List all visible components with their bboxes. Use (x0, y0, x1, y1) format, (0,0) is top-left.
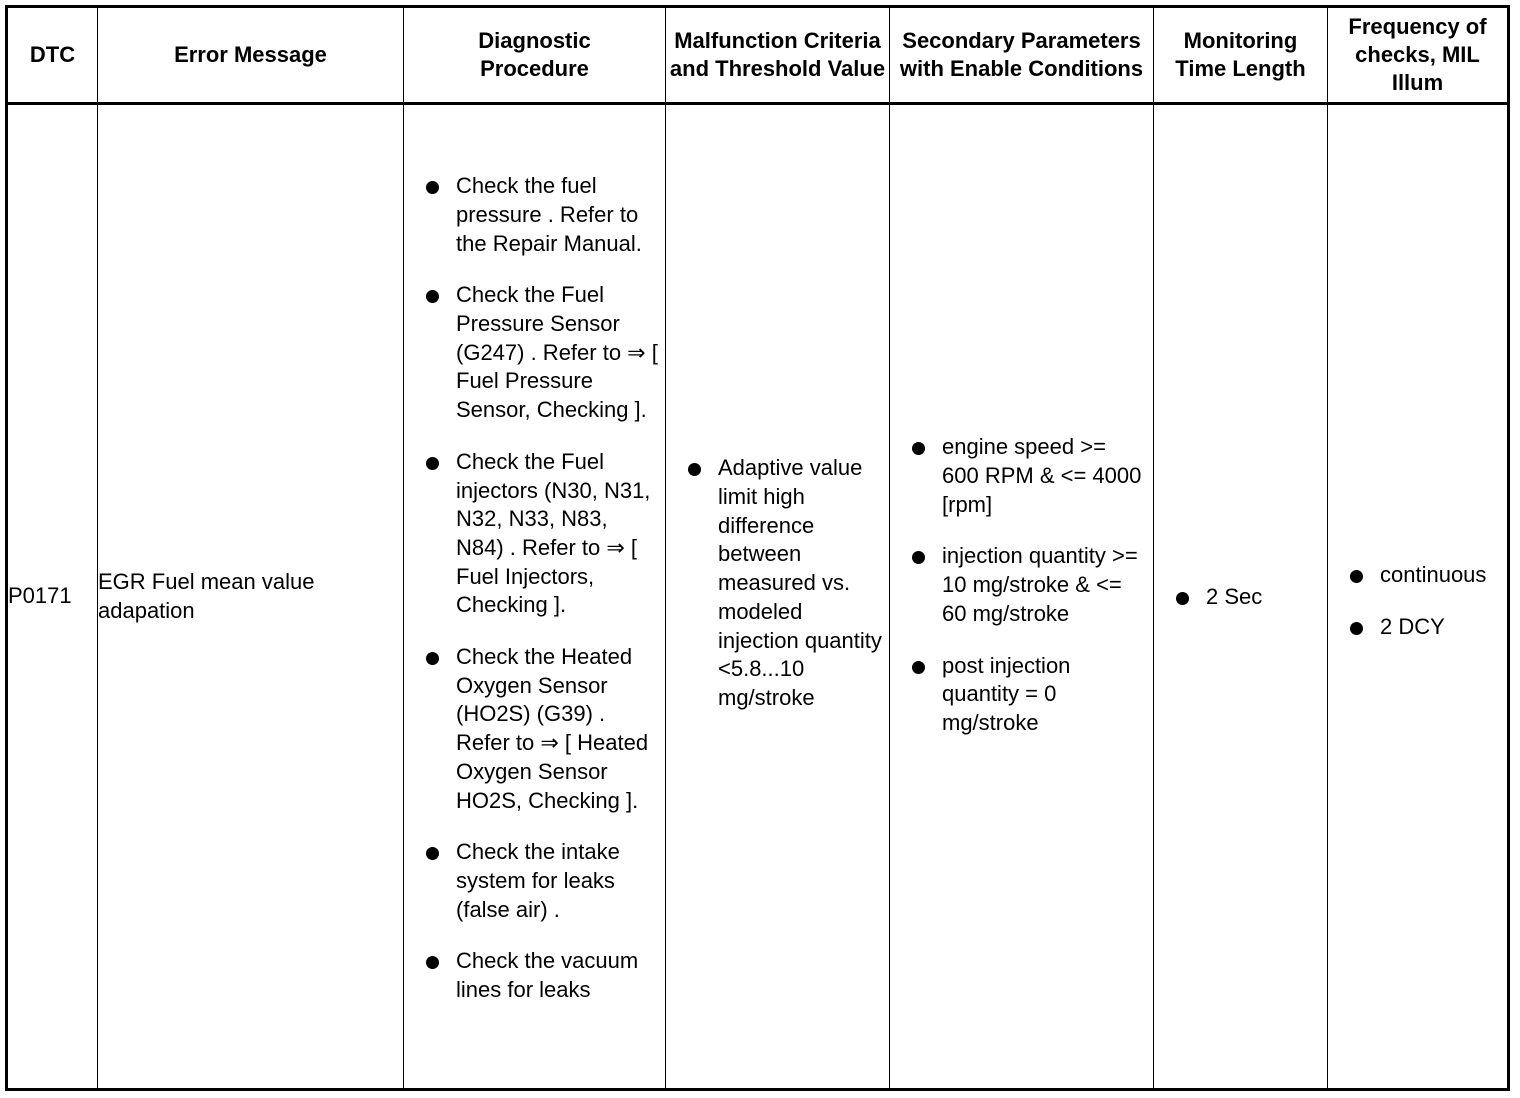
table-row (7, 104, 1509, 1090)
list-item-text: Check the Fuel Pressure Sensor (G247) . Refer to ⇒ [ Fuel Pressure Sensor, Checking ]. (456, 282, 658, 423)
bullet-icon (912, 661, 925, 674)
list-item (456, 838, 661, 924)
list-item-text: injection quantity >= 10 mg/stroke & <= 60 mg/stroke (942, 543, 1138, 626)
cell-monitoring-time (1154, 104, 1328, 1090)
list-item (1206, 583, 1321, 612)
bullet-icon (426, 181, 439, 194)
bullet-icon (426, 956, 439, 969)
list-item (456, 448, 661, 620)
cell-dtc-code: P0171 (7, 104, 98, 1090)
bullet-icon (426, 847, 439, 860)
header-monitoring-time: Monitoring Time Length (1154, 7, 1328, 104)
list-item (456, 947, 661, 1004)
list-item (456, 281, 661, 425)
cell-error-message: EGR Fuel mean value adapation (98, 104, 404, 1090)
bullet-icon (912, 442, 925, 455)
bullet-icon (912, 551, 925, 564)
list-item-text: engine speed >= 600 RPM & <= 4000 [rpm] (942, 434, 1142, 517)
bullet-icon (426, 652, 439, 665)
header-row (7, 7, 1509, 104)
list-item-text: 2 Sec (1206, 584, 1263, 610)
bullet-icon (1350, 570, 1363, 583)
list-item-text: 2 DCY (1380, 614, 1445, 639)
list-item-text: Check the vacuum lines for leaks (456, 948, 639, 1003)
list-item-text: continuous (1380, 562, 1487, 588)
header-malfunction-criteria: Malfunction Criteria and Threshold Value (666, 7, 890, 104)
bullet-icon (426, 457, 439, 470)
list-item-text: Check the intake system for leaks (false air) . (456, 839, 620, 922)
list-item (456, 172, 661, 258)
list-item (1380, 613, 1503, 642)
header-error-message: Error Message (98, 7, 404, 104)
header-frequency: Frequency of checks, MIL Illum (1328, 7, 1509, 104)
list-item-text: Check the fuel pressure . Refer to the Repair Manual. (456, 173, 642, 256)
header-diagnostic-procedure: Diagnostic Procedure (404, 7, 666, 104)
bullet-icon (688, 463, 701, 476)
list-item (456, 643, 661, 815)
frequency-list (1328, 561, 1507, 641)
list-item (942, 652, 1147, 738)
bullet-icon (1350, 622, 1363, 635)
list-item (942, 433, 1147, 519)
cell-diagnostic-procedure (404, 104, 666, 1090)
list-item (1380, 561, 1503, 590)
header-secondary-parameters: Secondary Parameters with Enable Conditions (890, 7, 1154, 104)
diagnostic-list (404, 165, 665, 1005)
list-item (942, 542, 1147, 628)
cell-malfunction-criteria (666, 104, 890, 1090)
cell-secondary-parameters (890, 104, 1154, 1090)
bullet-icon (426, 290, 439, 303)
bullet-icon (1176, 592, 1189, 605)
header-dtc: DTC (7, 7, 98, 104)
list-item-text: post injection quantity = 0 mg/stroke (942, 652, 1071, 735)
secondary-list (890, 433, 1153, 737)
list-item (718, 454, 883, 712)
criteria-list (666, 454, 889, 712)
cell-frequency (1328, 104, 1509, 1090)
list-item-text: Check the Heated Oxygen Sensor (HO2S) (G39) . Refer to ⇒ [ Heated Oxygen Sensor HO2S, Checking ]. (456, 644, 649, 813)
list-item-text: Adaptive value limit high difference between measured vs. modeled injection quantity <5.8...10 mg/stroke (718, 455, 882, 710)
list-item-text: Check the Fuel injectors (N30, N31, N32, N33, N83, N84) . Refer to ⇒ [ Fuel Injectors, Checking ]. (456, 448, 651, 618)
monitoring-list (1154, 583, 1327, 612)
dtc-table (5, 5, 1510, 1091)
